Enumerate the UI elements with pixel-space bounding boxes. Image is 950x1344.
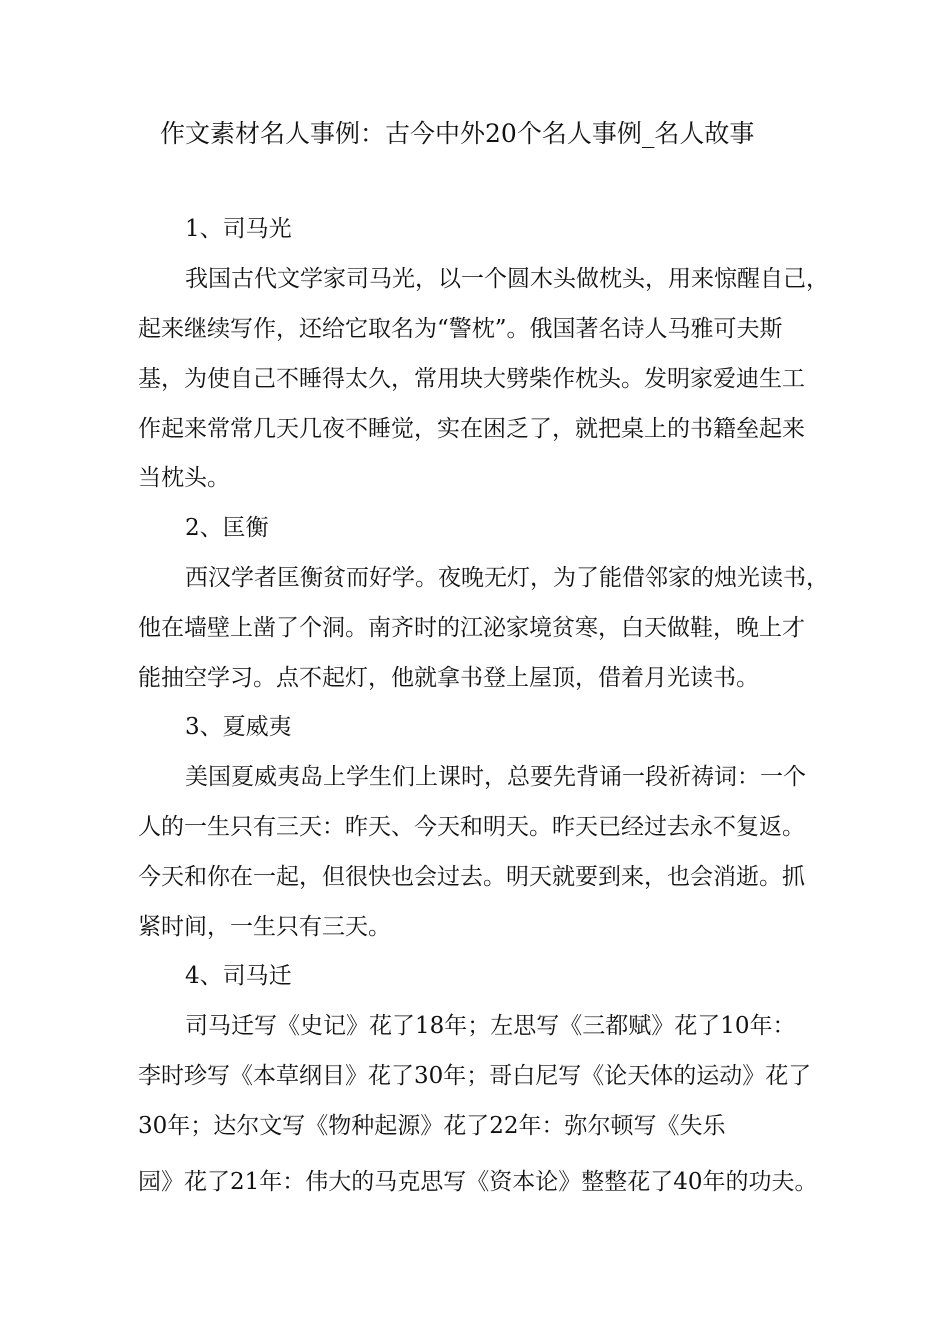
paragraph-line: 司马迁写《史记》花了18年；左思写《三都赋》花了10年： — [185, 1013, 796, 1039]
paragraph-line: 他在墙壁上凿了个洞。南齐时的江泌家境贫寒，白天做鞋，晚上才 — [138, 615, 805, 641]
section-heading-hawaii: 3、夏威夷 — [185, 714, 292, 740]
paragraph-line: 园》花了21年：伟大的马克思写《资本论》整整花了40年的功夫。 — [138, 1169, 818, 1195]
paragraph-line: 作起来常常几天几夜不睡觉，实在困乏了，就把桌上的书籍垒起来 — [138, 416, 805, 442]
paragraph-line: 美国夏威夷岛上学生们上课时，总要先背诵一段祈祷词：一个 — [185, 764, 806, 790]
paragraph-line: 人的一生只有三天：昨天、今天和明天。昨天已经过去永不复返。 — [138, 814, 805, 840]
page-title: 作文素材名人事例：古今中外20个名人事例_名人故事 — [160, 119, 755, 148]
paragraph-line: 今天和你在一起，但很快也会过去。明天就要到来，也会消逝。抓 — [138, 864, 805, 890]
paragraph-line: 我国古代文学家司马光，以一个圆木头做枕头，用来惊醒自己， — [185, 266, 829, 292]
paragraph-line: 起来继续写作，还给它取名为“警枕”。俄国著名诗人马雅可夫斯 — [138, 316, 783, 342]
paragraph-line: 西汉学者匡衡贫而好学。夜晚无灯，为了能借邻家的烛光读书， — [185, 565, 829, 591]
paragraph-line: 李时珍写《本草纲目》花了30年；哥白尼写《论天体的运动》花了 — [138, 1063, 812, 1089]
paragraph-line: 能抽空学习。点不起灯，他就拿书登上屋顶，借着月光读书。 — [138, 665, 759, 691]
paragraph-line: 基，为使自己不睡得太久，常用块大劈柴作枕头。发明家爱迪生工 — [138, 366, 805, 392]
paragraph-line: 紧时间，一生只有三天。 — [138, 914, 391, 940]
section-heading-sima-qian: 4、司马迁 — [185, 963, 292, 989]
section-heading-sima-guang: 1、司马光 — [185, 216, 292, 242]
paragraph-line: 当枕头。 — [138, 465, 230, 491]
paragraph-line: 30年；达尔文写《物种起源》花了22年：弥尔顿写《失乐 — [138, 1113, 726, 1139]
section-heading-kuang-heng: 2、匡衡 — [185, 515, 269, 541]
